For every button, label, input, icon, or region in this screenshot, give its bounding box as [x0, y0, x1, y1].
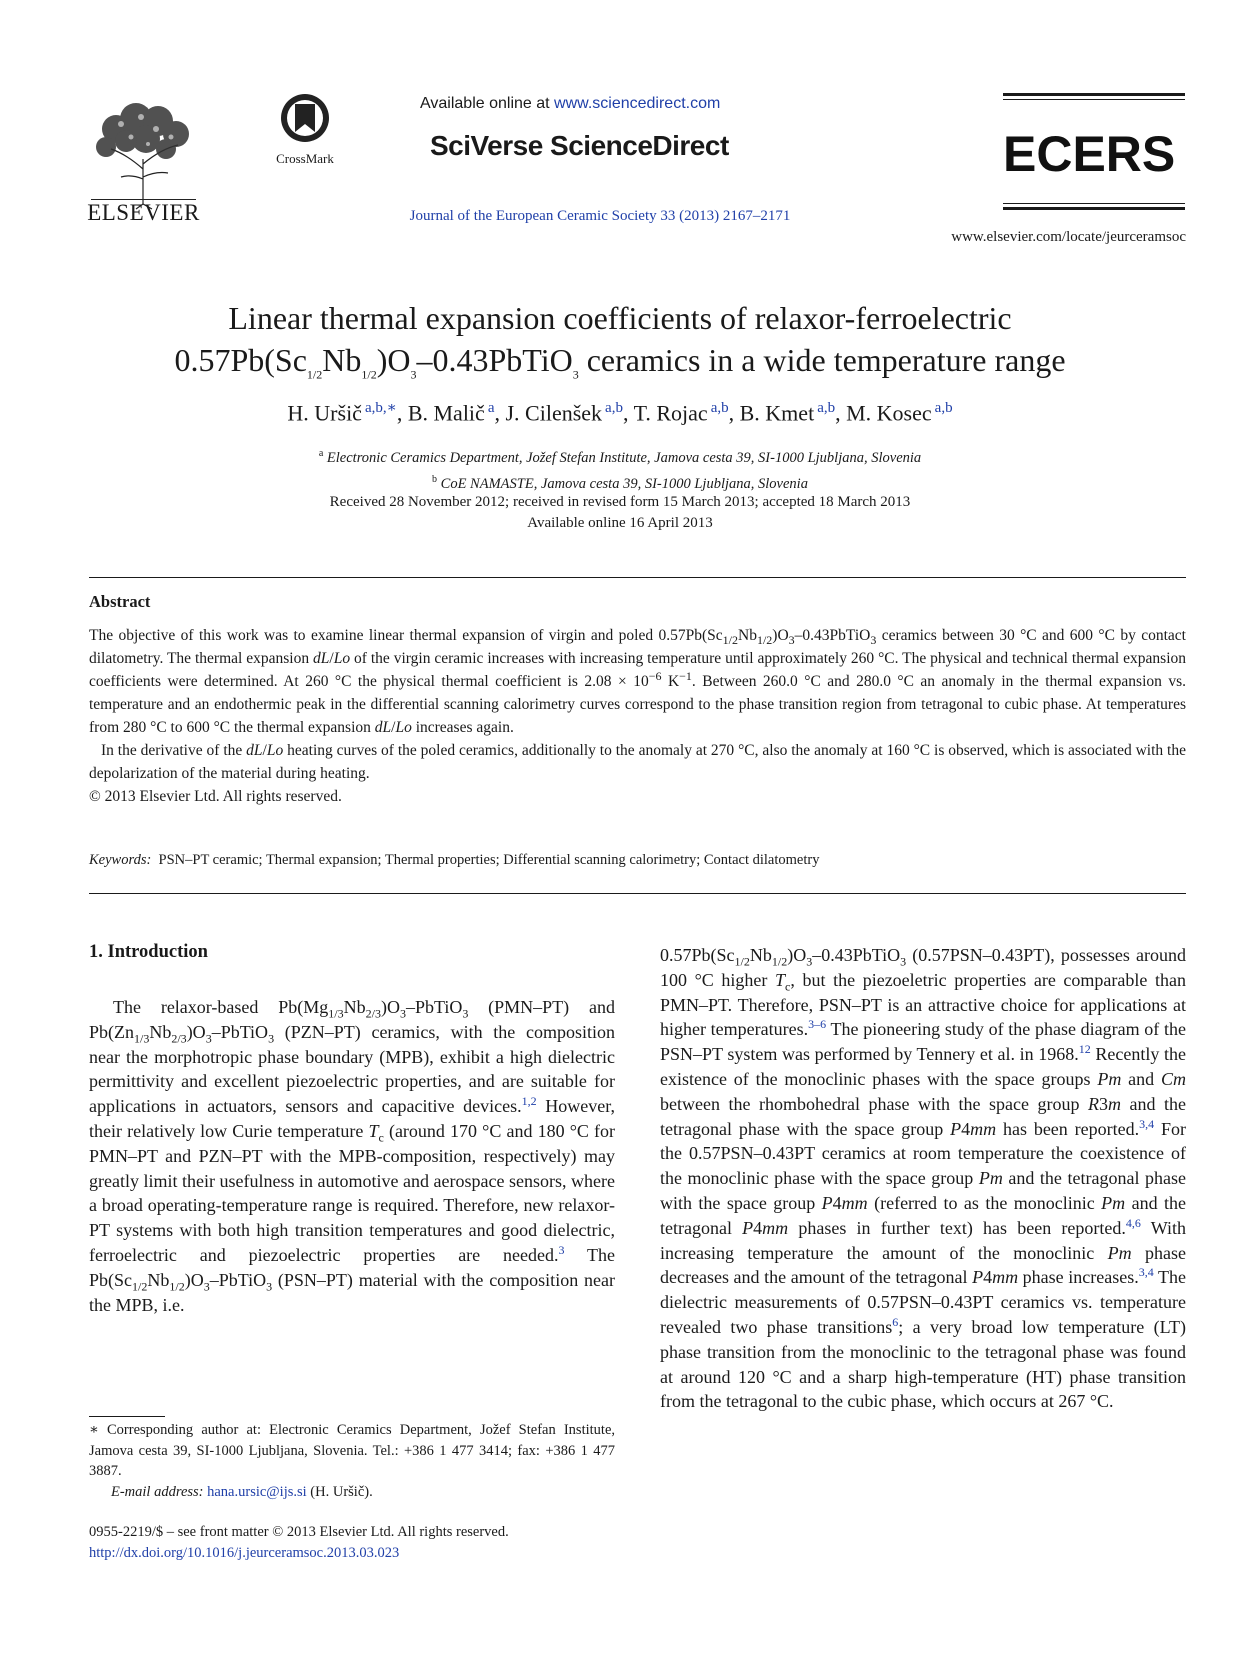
email-suffix: (H. Uršič). — [306, 1483, 373, 1500]
footnote-rule — [89, 1416, 165, 1417]
crossmark-label: CrossMark — [276, 151, 334, 166]
abstract-heading: Abstract — [89, 592, 151, 611]
available-online-date: Available online 16 April 2013 — [527, 515, 713, 531]
logo-rule — [1003, 207, 1185, 210]
email-label: E-mail address: — [111, 1483, 204, 1500]
available-online — [420, 95, 780, 113]
author-affiliation-mark[interactable]: a,b — [814, 400, 836, 416]
platform-name: SciVerse ScienceDirect — [430, 130, 729, 161]
citation-link[interactable]: 4,6 — [1125, 1215, 1141, 1230]
footnote — [89, 1420, 615, 1502]
doi-link[interactable]: http://dx.doi.org/10.1016/j.jeurceramsoc.2013.03.023 — [89, 1544, 400, 1561]
logo-rule — [1003, 203, 1185, 204]
ecers-logo-text: ECERS — [1003, 126, 1176, 180]
logo-rule — [1003, 93, 1185, 96]
email-line — [89, 1482, 615, 1503]
body-column-right — [660, 943, 1186, 1414]
author-affiliation-mark[interactable]: a,b — [707, 400, 729, 416]
section-heading: 1. Introduction — [89, 942, 208, 962]
body-column-left — [89, 995, 615, 1317]
journal-reference-link[interactable]: Journal of the European Ceramic Society 33 (2013) 2167–2171 — [409, 208, 791, 224]
divider — [89, 577, 1186, 578]
author-affiliation-mark[interactable]: a,b — [602, 400, 623, 416]
abstract-body — [89, 624, 1186, 808]
citation-link[interactable]: 3 — [558, 1242, 565, 1257]
abstract-copyright: © 2013 Elsevier Ltd. All rights reserved. — [89, 788, 342, 805]
affiliations — [60, 443, 1180, 495]
author-name: B. Malič — [407, 400, 485, 426]
journal-url[interactable]: www.elsevier.com/locate/jeurceramsoc — [951, 229, 1186, 245]
citation-link[interactable]: 3,4 — [1139, 1116, 1155, 1131]
divider — [89, 893, 1186, 894]
issn-line: 0955-2219/$ – see front matter © 2013 Elsevier Ltd. All rights reserved. — [89, 1524, 509, 1540]
article-dates — [60, 492, 1180, 534]
affiliation-b: $^b$ CoE NAMASTE, Jamova cesta 39, SI-1000 Ljubljana, Slovenia — [432, 473, 808, 492]
email-link[interactable]: hana.ursic@ijs.si — [207, 1483, 307, 1500]
affiliation-a: $^a$ Electronic Ceramics Department, Jožef Stefan Institute, Jamova cesta 39, SI-1000 Ljubljana, Slovenia — [318, 448, 922, 466]
title-line-1: Linear thermal expansion coefficients of relaxor-ferroelectric — [228, 300, 1012, 336]
author-affiliation-mark[interactable]: a,b — [931, 400, 953, 416]
elsevier-tree-logo — [86, 94, 201, 214]
keywords-text: PSN–PT ceramic; Thermal expansion; Thermal properties; Differential scanning calorimetry; Contact dilatometry — [158, 852, 820, 868]
keywords-label: Keywords: — [89, 852, 152, 868]
abstract-paragraph: In the derivative of the dL/Lo heating curves of the poled ceramics, additionally to the anomaly at 270 °C, also the anomaly at 160 °C is observed, which is associated with the depolarization of the material during heating. — [89, 742, 1186, 782]
citation-link[interactable]: 1,2 — [521, 1094, 537, 1109]
crossmark-icon — [279, 92, 331, 144]
author-name: H. Uršič — [287, 400, 362, 426]
front-matter — [89, 1522, 689, 1563]
citation-link[interactable]: 3–6 — [808, 1017, 827, 1032]
author-name: J. Cilenšek — [505, 400, 603, 426]
citation-link[interactable]: 6 — [892, 1314, 899, 1329]
author-name: B. Kmet — [739, 400, 815, 426]
sciencedirect-link[interactable]: www.sciencedirect.com — [554, 95, 721, 112]
citation-link[interactable]: 3,4 — [1138, 1265, 1154, 1280]
author-affiliation-mark[interactable]: a,b,∗ — [361, 400, 397, 416]
article-title — [60, 297, 1180, 381]
received-dates: Received 28 November 2012; received in revised form 15 March 2013; accepted 18 March 2013 — [329, 494, 911, 510]
author-name: T. Rojac — [633, 400, 708, 426]
publisher-name: ELSEVIER — [87, 200, 200, 225]
body-paragraph: The relaxor-based $Pb(Mg_{1/3}Nb_{2/3})O_3-PbTiO_3$ (PMN–PT) and $Pb(Zn_{1/3}Nb_{2/3})O_3-PbTiO_3$ (PZN–PT) ceramics, with the composition near the morphotropic phase boundary (MPB), exhibit a high dielectric permittivity and excellent piezoelectric properties, and are suitable for applications in actuators, sensors and capacitive devices.$^{1,2}$ However, their relatively low Curie temperature $T_c$ (around 170 °C and 180 °C for PMN–PT and PZN–PT with the MPB-composition, respectively) may greatly limit their usefulness in automotive and aerospace sensors, where a broad operating-temperature range is required. Therefore, new relaxor-PT systems with both high transition temperatures and good dielectric, ferroelectric and piezoelectric properties are needed.$^3$ The $Pb(Sc_{1/2}Nb_{1/2})O_3-PbTiO_3$ (PSN–PT) material with the composition near the MPB, i.e. — [89, 997, 616, 1315]
title-line-2: $0.57Pb(Sc_{1/2}Nb_{1/2})O_3-0.43PbTiO_3$ ceramics in a wide temperature range — [174, 342, 1066, 382]
author-list: H. Uršič $^{a,b,∗}$, B. Malič $^a$, J. Cilenšek $^{a,b}$, T. Rojac $^{a,b}$, B. Kmet $^{a,b}$, M. Kosec $^{a,b}$ — [287, 400, 953, 426]
body-paragraph: $0.57Pb(Sc_{1/2}Nb_{1/2})O_3-0.43PbTiO_3$ (0.57PSN–0.43PT), possesses around 100 °C higher $T_c$, but the piezoeletric properties are comparable than PMN–PT. Therefore, PSN–PT is an attractive choice for applications at higher temperatures.$^{3-6}$ The pioneering study of the phase diagram of the PSN–PT system was performed by Tennery et al. in 1968.12 Recently the existence of the monoclinic phases with the space groups Pm and Cm between the rhombohedral phase with the space group R3m and the tetragonal phase with the space group P4mm has been reported.$^{3,4}$ For the 0.57PSN–0.43PT ceramics at room temperature the coexistence of the monoclinic phase with the space group Pm and the tetragonal phase with the space group P4mm (referred to as the monoclinic Pm and the tetragonal P4mm phases in further text) has been reported.$^{4,6}$ With increasing temperature the amount of the monoclinic Pm phase decreases and the amount of the tetragonal P4mm phase increases.$^{3,4}$ The dielectric measurements of 0.57PSN–0.43PT ceramics vs. temperature revealed two phase transitions$^6$; a very broad low temperature (LT) phase transition from the monoclinic to the tetragonal phase was found at around 120 °C and a sharp high-temperature (HT) phase transition from the tetragonal to the cubic phase, which occurs at 267 °C. — [660, 945, 1187, 1412]
ecers-logo — [1003, 125, 1185, 180]
crossmark-badge[interactable] — [270, 92, 340, 167]
corresponding-author-note: ∗ Corresponding author at: Electronic Ceramics Department, Jožef Stefan Institute, Jamova cesta 39, SI-1000 Ljubljana, Slovenia. Tel.: +386 1 477 3414; fax: +386 1 477 3887. — [89, 1422, 615, 1479]
author-name: M. Kosec — [846, 400, 932, 426]
logo-rule — [1003, 99, 1185, 100]
abstract-paragraph: The objective of this work was to examine linear thermal expansion of virgin and poled $0.57Pb(Sc_{1/2}Nb_{1/2})O_3-0.43PbTiO_3$ ceramics between 30 °C and 600 °C by contact dilatometry. The thermal expansion dL/Lo of the virgin ceramic increases with increasing temperature until approximately 260 °C. The physical and technical thermal expansion coefficients were determined. At 260 °C the physical thermal coefficient is $2.08 \times 10^{-6}$ $K^{-1}$. Between 260.0 °C and 280.0 °C an anomaly in the thermal expansion vs. temperature and an endothermic peak in the differential scanning calorimetry curves correspond to the phase transition region from tetragonal to cubic phase. At temperatures from 280 °C to 600 °C the thermal expansion dL/Lo increases again. — [89, 627, 1186, 736]
available-prefix: Available online at — [420, 95, 555, 112]
author-affiliation-mark[interactable]: a — [484, 400, 495, 416]
keywords — [89, 852, 1186, 869]
citation-link[interactable]: 12 — [1078, 1042, 1091, 1057]
